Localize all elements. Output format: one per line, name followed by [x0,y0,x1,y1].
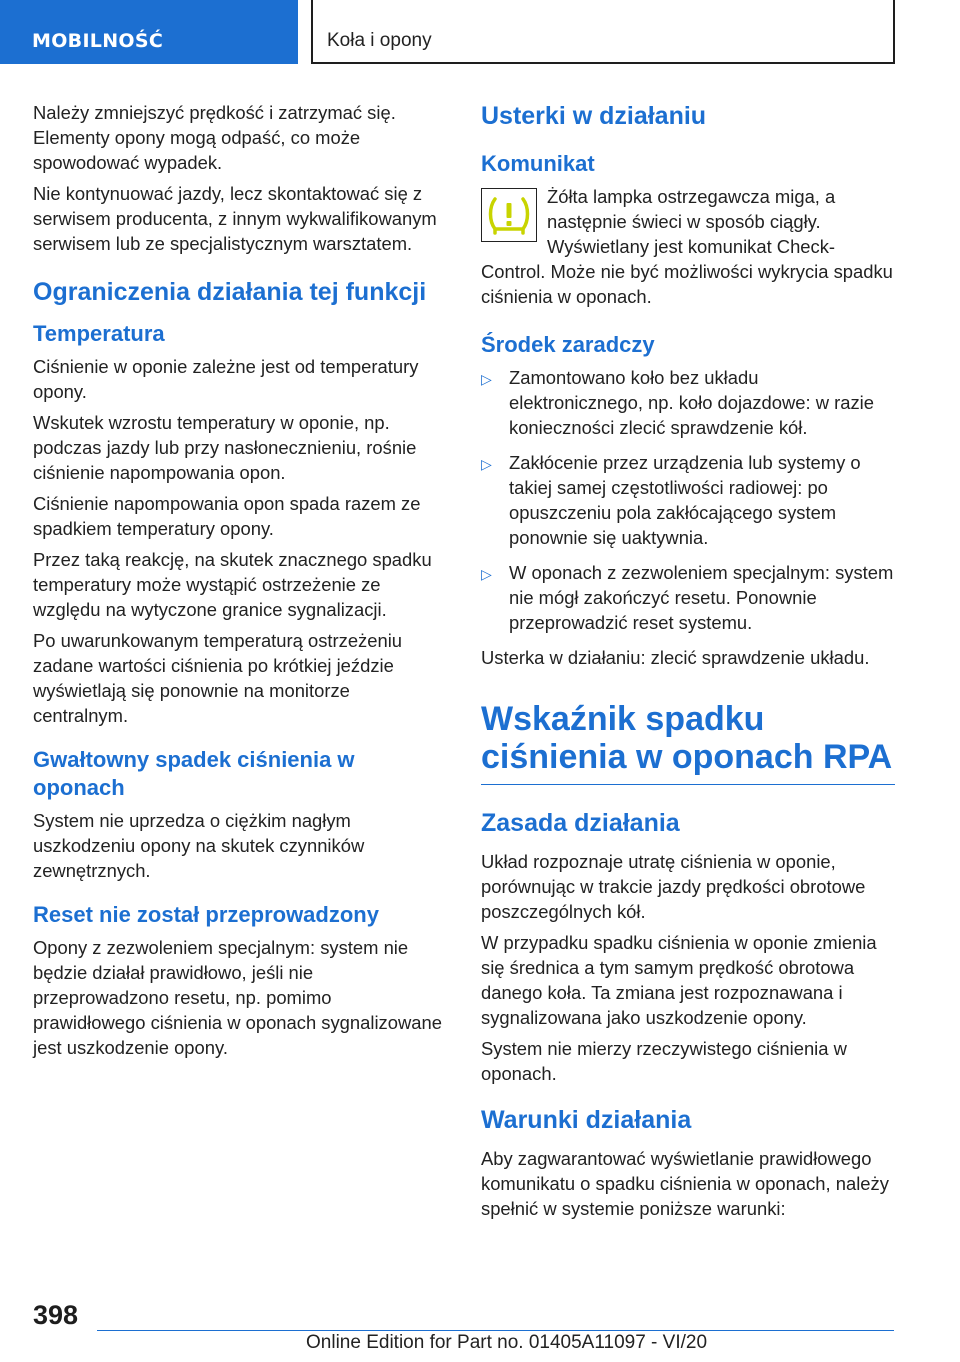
remedy-list [481,365,895,635]
heading-message: Komunikat [481,151,595,176]
list-item: ▷ Zamontowano koło bez układu elektronicznego, np. koło dojazdowe: w razie konieczności zlecić sprawdzenie kół. [481,367,874,438]
paragraph: Usterka w działaniu: zlecić sprawdzenie układu. [481,647,870,668]
heading-reset: Reset nie został przeprowadzony [33,902,379,927]
bullet-triangle-icon: ▷ [481,371,492,387]
paragraph: Po uwarunkowanym temperaturą ostrzeżeniu zadane wartości ciśnienia po krótkiej jeździe wyświetlają się ponownie na monitorze centralnym. [33,630,403,726]
paragraph: Ciśnienie napompowania opon spada razem ze spadkiem temperatury opony. [33,493,421,539]
message-block [481,184,895,315]
heading-limitations: Ograniczenia działania tej funkcji [33,278,427,306]
list-item: ▷ W oponach z zezwoleniem specjalnym: system nie mógł zakończyć resetu. Ponownie przeprowadzić reset systemu. [481,562,894,633]
chapter-title: Koła i opony [311,0,895,64]
heading-rpa: Wskaźnik spadku ciśnienia w oponach RPA [481,700,895,785]
paragraph: W przypadku spadku ciśnienia w oponie zmienia się średnica a tym samym prędkość obrotowa danego koła. Ta zmiana jest rozpoznawana i sygnalizowana jako uszkodzenie opony. [481,932,877,1028]
message-text: Żółta lampka ostrzegawcza miga, a następnie świeci w sposób ciągły. Wyświetlany jest komunikat Check-Control. Może nie być możliwości wykrycia spadku ciśnienia w oponach. [481,186,893,307]
paragraph: Opony z zezwoleniem specjalnym: system nie będzie działał prawidłowo, jeśli nie przeprowadzono resetu, np. pomimo prawidłowego ciśnienia w oponach sygnalizowane jest uszkodzenie opony. [33,937,442,1058]
heading-malfunction: Usterki w działaniu [481,102,707,130]
footer-edition: Online Edition for Part no. 01405A11097 - VI/20 [306,1332,708,1353]
bullet-triangle-icon: ▷ [481,456,492,472]
right-column [481,100,895,1227]
paragraph: System nie uprzedza o ciężkim nagłym uszkodzeniu opony na skutek czynników zewnętrznych. [33,810,365,881]
paragraph: Układ rozpoznaje utratę ciśnienia w oponie, porównując w trakcie jazdy prędkości obrotowe poszczególnych kół. [481,851,866,922]
paragraph: Nie kontynuować jazdy, lecz skontaktować się z serwisem producenta, z innym wykwalifikowanym serwisem lub ze specjalistycznym warsztatem. [33,183,437,254]
footer-divider [97,1330,894,1331]
paragraph: Należy zmniejszyć prędkość i zatrzymać się. Elementy opony mogą odpaść, co może spowodować wypadek. [33,102,396,173]
heading-temperature: Temperatura [33,321,165,346]
heading-remedy: Środek zaradczy [481,332,655,357]
heading-principle: Zasada działania [481,809,680,837]
page-number: 398 [33,1300,79,1330]
heading-sudden-drop: Gwałtowny spadek ciśnienia w oponach [33,747,355,800]
paragraph: Wskutek wzrostu temperatury w oponie, np. podczas jazdy lub przy nasłonecznieniu, rośnie ciśnienie napompowania opon. [33,412,417,483]
paragraph: Ciśnienie w oponie zależne jest od temperatury opony. [33,356,419,402]
section-tab: MOBILNOŚĆ [0,0,298,64]
paragraph: Przez taką reakcję, na skutek znacznego spadku temperatury może wystąpić ostrzeżenie ze względu na wytyczone granice sygnalizacji. [33,549,432,620]
tire-pressure-warning-icon [481,188,537,242]
heading-conditions: Warunki działania [481,1106,692,1134]
left-column [33,100,447,1066]
bullet-triangle-icon: ▷ [481,566,492,582]
list-item: ▷ Zakłócenie przez urządzenia lub systemy o takiej samej częstotliwości radiowej: po opuszczeniu pola zakłócającego system ponownie się uaktywnia. [481,452,861,548]
paragraph: System nie mierzy rzeczywistego ciśnienia w oponach. [481,1038,847,1084]
paragraph: Aby zagwarantować wyświetlanie prawidłowego komunikatu o spadku ciśnienia w oponach, należy spełnić w systemie poniższe warunki: [481,1148,889,1219]
